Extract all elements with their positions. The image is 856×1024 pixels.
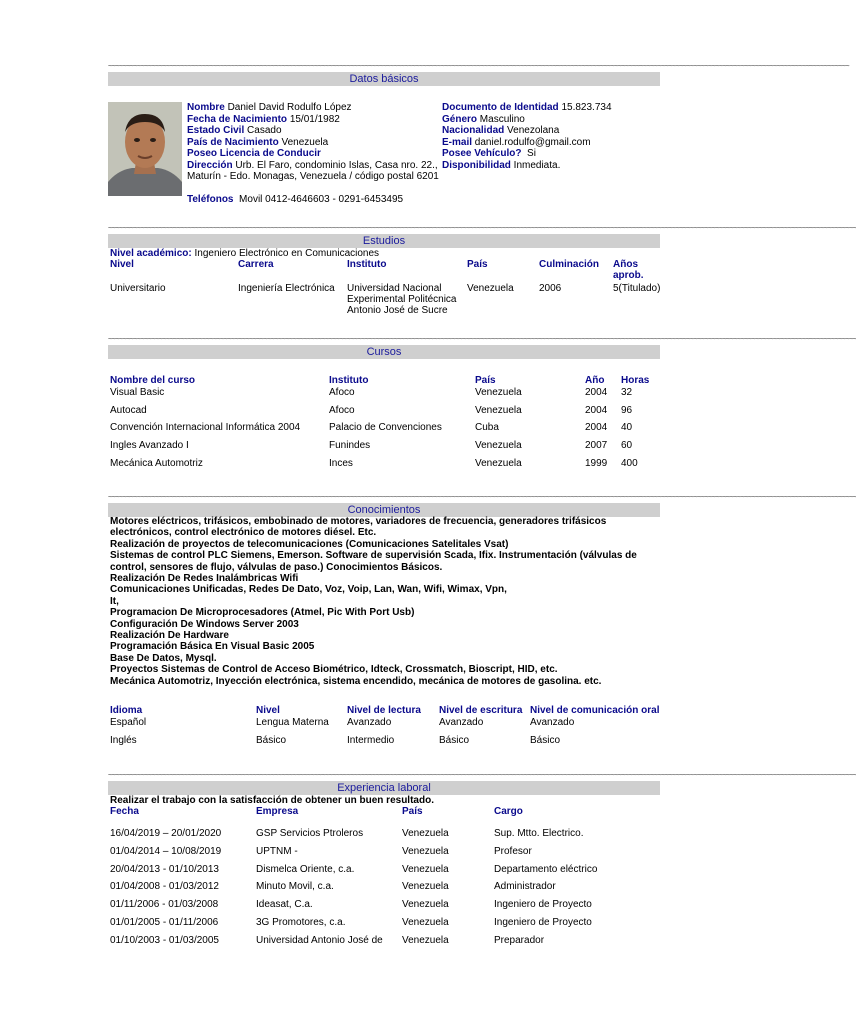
lang-header-writing: Nivel de escritura — [439, 705, 523, 716]
profile-photo — [108, 102, 182, 196]
knowledge-line: Motores eléctricos, trifásicos, embobinado de motores, variadores de frecuencia, generadores trifásicos — [110, 516, 607, 527]
exp-position: Departamento eléctrico — [494, 864, 598, 875]
studies-header-level: Nivel — [110, 259, 134, 270]
language-level: Lengua Materna — [256, 717, 329, 728]
exp-position: Administrador — [494, 881, 556, 892]
field-birthdate: Fecha de Nacimiento 15/01/1982 — [187, 113, 340, 125]
lang-header-language: Idioma — [110, 705, 143, 716]
exp-country: Venezuela — [402, 935, 449, 946]
course-name: Convención Internacional Informática 2004 — [110, 422, 301, 433]
studies-header-institute: Instituto — [347, 259, 387, 270]
studies-completion: 2006 — [539, 283, 562, 294]
studies-career: Ingeniería Electrónica — [238, 283, 335, 294]
exp-date: 01/11/2006 - 01/03/2008 — [110, 899, 219, 910]
studies-header-country: País — [467, 259, 488, 270]
courses-header-hours: Horas — [621, 375, 650, 386]
exp-date: 01/04/2014 – 10/08/2019 — [110, 846, 222, 857]
language-name: Inglés — [110, 735, 137, 746]
section-header-courses: Cursos — [108, 345, 660, 359]
exp-company: Dismelca Oriente, c.a. — [256, 864, 355, 875]
exp-position: Sup. Mtto. Electrico. — [494, 828, 584, 839]
exp-position: Ingeniero de Proyecto — [494, 917, 592, 928]
exp-date: 01/10/2003 - 01/03/2005 — [110, 935, 219, 946]
course-hours: 96 — [621, 405, 633, 416]
divider: ~~~~~~~~~~~~~~~~~~~~~~~~~~~~~~~~~~~~~~~~~~~~~~~~~~~~~~~~~~~~~~~~~~~~~~~~~~~~~~~~~~~~~~~~~~~~~~~~~~~~~~~~~~~~~~~~~~~~~~~~~~~~~~~~~~~~~~~~~~~~~~~~~~~~~~~~~~~~~~~~~~~~~~~~~~~~~~~~~~~~~~~~~~~~~~~~~~~~~~~~~~~~~ — [108, 62, 849, 70]
courses-header-year: Año — [585, 375, 605, 386]
divider: ~~~~~~~~~~~~~~~~~~~~~~~~~~~~~~~~~~~~~~~~~~~~~~~~~~~~~~~~~~~~~~~~~~~~~~~~~~~~~~~~~~~~~~~~~~~~~~~~~~~~~~~~~~~~~~~~~~~~~~~~~~~~~~~~~~~~~~~~~~~~~~~~~~~~~~~~~~~~~~~~~~~~~~~~~~~~~~~~~~~~~~~~~~~~~~~~~~~~~~~~~~~~~~~ — [108, 224, 856, 232]
field-license: Poseo Licencia de Conducir — [187, 148, 321, 159]
course-country: Venezuela — [475, 458, 522, 469]
field-address: Dirección Urb. El Faro, condominio Islas, Casa nro. 22., Maturín - Edo. Monagas, Venezuela / código postal 6201 — [187, 159, 439, 182]
language-writing: Avanzado — [439, 717, 484, 728]
knowledge-line: electrónicos, control electrónico de motores diésel. Etc. — [110, 527, 377, 539]
language-name: Español — [110, 717, 147, 728]
knowledge-line: Realización De Hardware — [110, 630, 229, 641]
studies-header-years: Años aprob. — [613, 259, 644, 281]
course-name: Visual Basic — [110, 387, 165, 398]
exp-header-country: País — [402, 806, 423, 817]
course-hours: 400 — [621, 458, 638, 469]
course-year: 2004 — [585, 422, 608, 433]
studies-country: Venezuela — [467, 283, 514, 294]
course-institute: Funindes — [329, 440, 371, 451]
exp-position: Ingeniero de Proyecto — [494, 899, 592, 910]
exp-country: Venezuela — [402, 917, 449, 928]
studies-institute: Universidad Nacional Experimental Politécnica Antonio José de Sucre — [347, 283, 457, 316]
knowledge-line: Sistemas de control PLC Siemens, Emerson. Software de supervisión Scada, Ifix. Instrumentación (válvulas de — [110, 550, 637, 562]
lang-header-level: Nivel — [256, 705, 280, 716]
exp-date: 16/04/2019 – 20/01/2020 — [110, 828, 222, 839]
courses-header-country: País — [475, 375, 496, 386]
exp-company: UPTNM - — [256, 846, 298, 857]
knowledge-line: Base De Datos, Mysql. — [110, 652, 217, 664]
academic-level: Nivel académico: Ingeniero Electrónico en Comunicaciones — [110, 248, 380, 259]
course-name: Mecánica Automotriz — [110, 458, 203, 469]
course-institute: Afoco — [329, 387, 355, 398]
knowledge-line: Realización de proyectos de telecomunicaciones (Comunicaciones Satelitales Vsat) — [110, 538, 509, 550]
field-vehicle: Posee Vehículo? Si — [442, 148, 536, 159]
basic-info-right — [442, 102, 662, 171]
studies-years: 5(Titulado) — [613, 283, 661, 294]
language-reading: Avanzado — [347, 717, 392, 728]
course-institute: Afoco — [329, 405, 355, 416]
exp-country: Venezuela — [402, 899, 449, 910]
language-level: Básico — [256, 735, 287, 746]
course-hours: 32 — [621, 387, 633, 398]
knowledge-line: Configuración De Windows Server 2003 — [110, 618, 299, 630]
exp-date: 01/01/2005 - 01/11/2006 — [110, 917, 219, 928]
divider: ~~~~~~~~~~~~~~~~~~~~~~~~~~~~~~~~~~~~~~~~~~~~~~~~~~~~~~~~~~~~~~~~~~~~~~~~~~~~~~~~~~~~~~~~~~~~~~~~~~~~~~~~~~~~~~~~~~~~~~~~~~~~~~~~~~~~~~~~~~~~~~~~~~~~~~~~~~~~~~~~~~~~~~~~~~~~~~~~~~~~~~~~~~~~~~~~~~~~~~~~~~~~~~~ — [108, 771, 856, 779]
language-reading: Intermedio — [347, 735, 395, 746]
studies-header-career: Carrera — [238, 259, 274, 270]
knowledge-line: control, sensores de flujo, válvulas de paso.) Conocimientos Básicos. — [110, 561, 443, 573]
course-institute: Inces — [329, 458, 353, 469]
course-country: Cuba — [475, 422, 499, 433]
section-header-studies: Estudios — [108, 234, 660, 248]
knowledge-line: It, — [110, 595, 119, 607]
language-oral: Básico — [530, 735, 561, 746]
studies-level: Universitario — [110, 283, 166, 294]
course-hours: 60 — [621, 440, 633, 451]
course-year: 2004 — [585, 405, 608, 416]
exp-header-position: Cargo — [494, 806, 523, 817]
divider: ~~~~~~~~~~~~~~~~~~~~~~~~~~~~~~~~~~~~~~~~~~~~~~~~~~~~~~~~~~~~~~~~~~~~~~~~~~~~~~~~~~~~~~~~~~~~~~~~~~~~~~~~~~~~~~~~~~~~~~~~~~~~~~~~~~~~~~~~~~~~~~~~~~~~~~~~~~~~~~~~~~~~~~~~~~~~~~~~~~~~~~~~~~~~~~~~~~~~~~~~~~~~~~~ — [108, 335, 856, 343]
section-header-knowledge: Conocimientos — [108, 503, 660, 517]
exp-date: 20/04/2013 - 01/10/2013 — [110, 864, 219, 875]
field-birth-country: País de Nacimiento Venezuela — [187, 136, 329, 148]
lang-header-oral: Nivel de comunicación oral — [530, 705, 660, 716]
field-availability: Disponibilidad Inmediata. — [442, 159, 561, 171]
knowledge-line: Comunicaciones Unificadas, Redes De Dato, Voz, Voip, Lan, Wan, Wifi, Wimax, Vpn, — [110, 584, 507, 596]
exp-company: Minuto Movil, c.a. — [256, 881, 334, 892]
language-oral: Avanzado — [530, 717, 575, 728]
knowledge-line: Proyectos Sistemas de Control de Acceso Biométrico, Idteck, Crossmatch, Bioscript, HID, etc. — [110, 664, 558, 676]
field-nationality: Nacionalidad Venezolana — [442, 125, 560, 136]
exp-company: Ideasat, C.a. — [256, 899, 313, 910]
knowledge-line: Realización De Redes Inalámbricas Wifi — [110, 573, 299, 584]
exp-header-date: Fecha — [110, 806, 139, 817]
field-name: Nombre Daniel David Rodulfo López — [187, 102, 352, 113]
field-civil-status: Estado Civil Casado — [187, 125, 282, 136]
studies-header-completion: Culminación — [539, 259, 600, 270]
lang-header-reading: Nivel de lectura — [347, 705, 421, 716]
course-name: Ingles Avanzado I — [110, 440, 189, 451]
course-country: Venezuela — [475, 440, 522, 451]
course-hours: 40 — [621, 422, 633, 433]
exp-country: Venezuela — [402, 846, 449, 857]
course-name: Autocad — [110, 405, 147, 416]
exp-header-company: Empresa — [256, 806, 299, 817]
exp-company: GSP Servicios Ptroleros — [256, 828, 364, 839]
course-year: 1999 — [585, 458, 608, 469]
exp-country: Venezuela — [402, 864, 449, 875]
language-writing: Básico — [439, 735, 470, 746]
section-header-experience: Experiencia laboral — [108, 781, 660, 795]
course-country: Venezuela — [475, 405, 522, 416]
exp-position: Profesor — [494, 846, 532, 857]
field-id: Documento de Identidad 15.823.734 — [442, 102, 612, 113]
divider: ~~~~~~~~~~~~~~~~~~~~~~~~~~~~~~~~~~~~~~~~~~~~~~~~~~~~~~~~~~~~~~~~~~~~~~~~~~~~~~~~~~~~~~~~~~~~~~~~~~~~~~~~~~~~~~~~~~~~~~~~~~~~~~~~~~~~~~~~~~~~~~~~~~~~~~~~~~~~~~~~~~~~~~~~~~~~~~~~~~~~~~~~~~~~~~~~~~~~~~~~~~~~~~~ — [108, 493, 856, 501]
course-country: Venezuela — [475, 387, 522, 398]
knowledge-line: Mecánica Automotriz, Inyección electrónica, sistema encendido, mecánica de motores de gasolina. etc. — [110, 675, 602, 687]
courses-header-name: Nombre del curso — [110, 375, 196, 386]
course-year: 2004 — [585, 387, 608, 398]
exp-position: Preparador — [494, 935, 545, 946]
course-institute: Palacio de Convenciones — [329, 422, 442, 433]
knowledge-line: Programación Básica En Visual Basic 2005 — [110, 641, 315, 653]
basic-info-left — [187, 102, 443, 183]
exp-country: Venezuela — [402, 828, 449, 839]
exp-country: Venezuela — [402, 881, 449, 892]
course-year: 2007 — [585, 440, 608, 451]
exp-company: 3G Promotores, c.a. — [256, 917, 346, 928]
exp-date: 01/04/2008 - 01/03/2012 — [110, 881, 219, 892]
field-phones: Teléfonos Movil 0412-4646603 - 0291-6453495 — [187, 194, 404, 205]
knowledge-line: Programacion De Microprocesadores (Atmel, Pic With Port Usb) — [110, 607, 415, 619]
field-gender: Género Masculino — [442, 113, 525, 125]
courses-header-institute: Instituto — [329, 375, 369, 386]
exp-company: Universidad Antonio José de — [256, 935, 383, 946]
section-header-basic: Datos básicos — [108, 72, 660, 86]
field-email: E-mail daniel.rodulfo@gmail.com — [442, 136, 591, 148]
experience-intro: Realizar el trabajo con la satisfacción de obtener un buen resultado. — [110, 795, 434, 806]
